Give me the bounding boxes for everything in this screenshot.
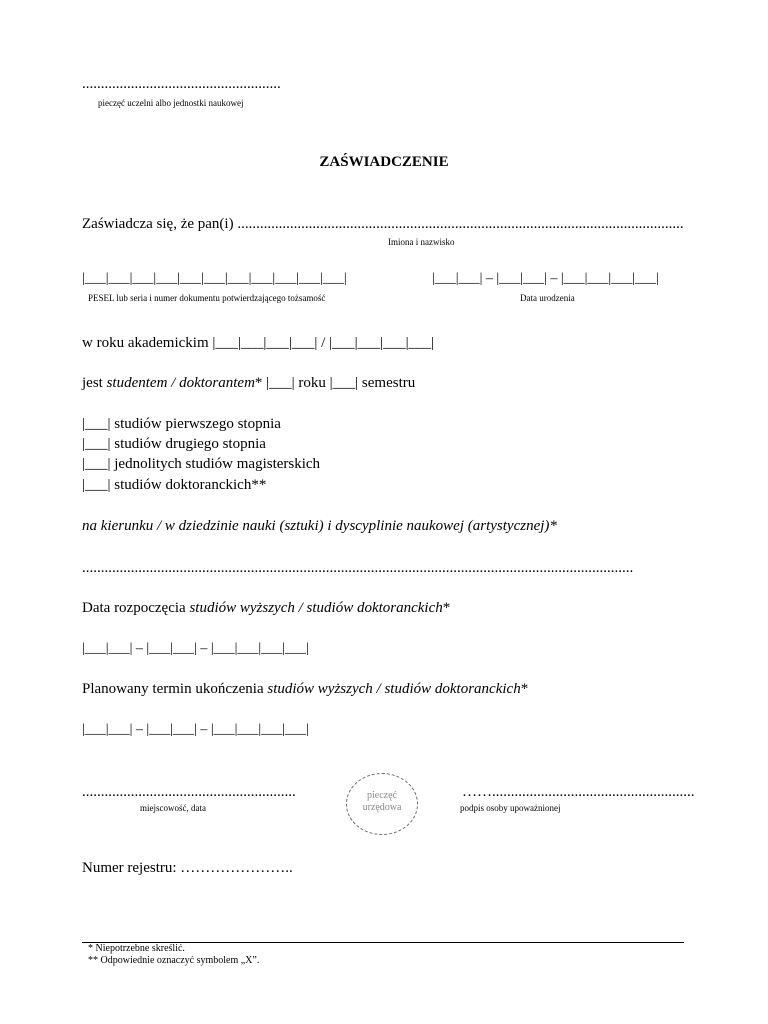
signature-caption: podpis osoby upoważnionej — [460, 803, 561, 813]
stamp-dots: ..................................................... — [82, 76, 281, 92]
student-line — [82, 375, 415, 392]
student-italic: studentem / doktorantem — [106, 375, 255, 391]
study-option-first-degree: |___| studiów pierwszego stopnia — [82, 416, 281, 432]
footnote-1: * Niepotrzebne skreślić. — [88, 943, 185, 954]
start-date-suffix: * — [442, 600, 451, 616]
birth-date-caption: Data urodzenia — [520, 293, 575, 303]
birth-date-boxes: |___|___| – |___|___| – |___|___|___|___| — [432, 271, 659, 286]
pesel-caption: PESEL lub seria i numer dokumentu potwierdzającego tożsamość — [88, 293, 326, 303]
study-option-doctoral: |___| studiów doktoranckich** — [82, 477, 267, 493]
official-seal-circle — [346, 773, 418, 835]
field-of-study-line: na kierunku / w dziedzinie nauki (sztuki) i dyscyplinie naukowej (artystycznej)* — [82, 518, 557, 534]
seal-text-line2: urzędowa — [362, 802, 402, 813]
place-date-caption: miejscowość, data — [140, 803, 206, 813]
field-of-study-dots: ................................................................................................................................................... — [82, 560, 634, 576]
footnote-2: ** Odpowiednie oznaczyć symbolem „X”. — [88, 955, 260, 966]
start-date-label — [82, 600, 450, 617]
student-suffix: * |___| roku |___| semestru — [254, 375, 416, 391]
start-date-prefix: Data rozpoczęcia — [82, 600, 190, 616]
end-date-label — [82, 681, 528, 698]
start-date-italic: studiów wyższych / studiów doktoranckich — [189, 600, 443, 616]
place-date-dots: ......................................................... — [82, 784, 296, 800]
academic-year-line: w roku akademickim |___|___|___|___| / |___|___|___|___| — [82, 335, 435, 351]
start-date-boxes: |___|___| – |___|___| – |___|___|___|___| — [82, 641, 309, 656]
pesel-boxes: |___|___|___|___|___|___|___|___|___|___|___| — [82, 271, 347, 286]
name-caption: Imiona i nazwisko — [388, 237, 455, 247]
end-date-prefix: Planowany termin ukończenia — [82, 681, 268, 697]
student-prefix: jest — [82, 375, 107, 391]
certify-line: Zaświadcza się, że pan(i) ....................................................................................................................... — [82, 216, 684, 232]
register-number: Numer rejestru: ………………….. — [82, 860, 293, 876]
seal-text-line1: pieczęć — [367, 790, 397, 801]
stamp-caption: pieczęć uczelni albo jednostki naukowej — [98, 98, 244, 108]
end-date-italic: studiów wyższych / studiów doktoranckich — [267, 681, 521, 697]
study-option-second-degree: |___| studiów drugiego stopnia — [82, 436, 266, 452]
end-date-boxes: |___|___| – |___|___| – |___|___|___|___| — [82, 722, 309, 737]
signature-dots: ……...................................................... — [462, 784, 695, 800]
study-option-master: |___| jednolitych studiów magisterskich — [82, 456, 321, 472]
end-date-suffix: * — [520, 681, 529, 697]
document-title: ZAŚWIADCZENIE — [319, 154, 449, 170]
